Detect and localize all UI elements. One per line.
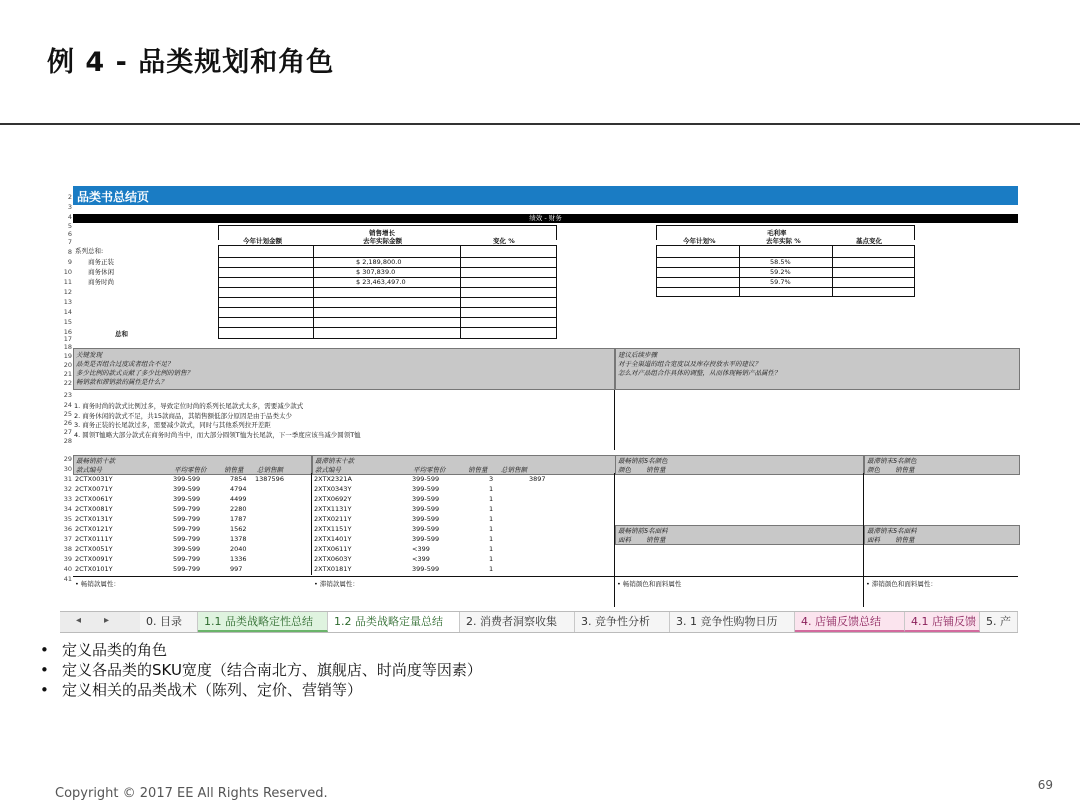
sheet-header-band [73, 186, 1018, 205]
row-number: 19 [63, 352, 72, 360]
col-sales-qty: 销售量 [895, 466, 915, 474]
series-name: 商务正装 [88, 258, 114, 266]
next-sheet-icon[interactable]: ▸ [104, 615, 110, 626]
bullet-list [40, 640, 482, 700]
divider [863, 473, 864, 607]
worst-fabric-title: 最滞销末5名面料 [867, 527, 917, 535]
row-number: 12 [63, 288, 72, 296]
col-color: 颜色 [867, 466, 880, 474]
row-number: 9 [67, 258, 72, 266]
row-number: 29 [63, 455, 72, 463]
bottom-sellers-header [312, 455, 616, 475]
cell-qty: 1 [489, 535, 494, 543]
best-colors-header [615, 455, 864, 475]
cell-sku: 2CTX0031Y [75, 475, 113, 483]
cell-price: 399-599 [173, 475, 201, 483]
cell-qty: 1336 [230, 555, 247, 563]
finding-line: 2. 商务休闲的款式不足，共15款商品，其销售额低部分原因是由于品类太少 [74, 411, 293, 420]
row-number: 7 [67, 238, 72, 246]
suggestions-title: 建议后续步骤 [618, 351, 657, 359]
suggestion-item: 对于全渠道的组合宽度以及库存投放水平的建议？ [618, 360, 761, 368]
tab-sheet[interactable]: 1.2 品类战略定量总结 [328, 612, 460, 632]
cell-qty: 1378 [230, 535, 247, 543]
cell-qty: 3 [489, 475, 494, 483]
series-name: 商务休闲 [88, 268, 114, 276]
cell-sku: 2CTX0091Y [75, 555, 113, 563]
worst-colors-title: 最滞销末5名颜色 [867, 457, 917, 465]
col-plan-pct: 今年计划% [683, 237, 716, 245]
finding-line: 4. 圆领T恤略大部分款式在商务时尚当中，而大部分圆领T恤为长尾款，下一季度应该当减少圆领T恤 [74, 430, 361, 439]
cell-qty: 1 [489, 525, 494, 533]
copyright-footer: Copyright © 2017 EE All Rights Reserved. [55, 786, 328, 801]
row-number: 23 [63, 391, 72, 399]
cell-sku: 2XTX0603Y [314, 555, 352, 563]
top-sellers-title: 最畅销前十款 [76, 457, 115, 465]
col-sales-qty: 销售量 [646, 536, 666, 544]
cell-sku: 2CTX0051Y [75, 545, 113, 553]
col-plan-amount: 今年计划金额 [243, 237, 282, 245]
sales-value: $ 23,463,497.0 [356, 278, 406, 286]
row-number: 26 [63, 419, 72, 427]
cell-qty: 1787 [230, 515, 247, 523]
cell-total: 1387596 [255, 475, 284, 483]
margin-value: 59.7% [770, 278, 791, 286]
cell-sku: 2XTX0211Y [314, 515, 352, 523]
row-number: 39 [63, 555, 72, 563]
suggestions-box [615, 348, 1020, 390]
cell-sku: 2XTX0611Y [314, 545, 352, 553]
sheet-tab-bar [60, 611, 1018, 633]
cell-price: 399-599 [412, 485, 440, 493]
cell-qty: 1562 [230, 525, 247, 533]
cell-price: <399 [412, 555, 430, 563]
tab-sheet[interactable]: 2. 消费者洞察收集 [460, 612, 575, 632]
margin-value: 59.2% [770, 268, 791, 276]
row-number: 36 [63, 525, 72, 533]
cell-price: 599-799 [173, 505, 201, 513]
col-last-actual-amount: 去年实际金额 [363, 237, 402, 245]
cell-sku: 2XTX1151Y [314, 525, 352, 533]
tab-sheet[interactable]: 4. 店铺反馈总结 [795, 612, 905, 632]
cell-price: 399-599 [412, 565, 440, 573]
row-number: 41 [63, 575, 72, 583]
col-change-pct: 变化 % [493, 237, 515, 245]
sheet-header-title: 品类书总结页 [77, 190, 150, 204]
cell-sku: 2CTX0061Y [75, 495, 113, 503]
row-number: 15 [63, 318, 72, 326]
tab-sheet[interactable]: 1.1 品类战略定性总结 [198, 612, 328, 632]
divider [614, 390, 615, 450]
key-finding-item: 品类是否组合过度或者组合不足？ [76, 360, 174, 368]
cell-qty: 997 [230, 565, 243, 573]
row-number: 2 [67, 193, 72, 201]
cell-price: <399 [412, 545, 430, 553]
sales-value: $ 307,839.0 [356, 268, 396, 276]
col-style-no: 款式编号 [76, 466, 102, 474]
row-number: 13 [63, 298, 72, 306]
col-total-sales: 总销售额 [501, 466, 527, 474]
row-number: 4 [67, 213, 72, 221]
row-number: 34 [63, 505, 72, 513]
cell-qty: 2280 [230, 505, 247, 513]
cell-qty: 1 [489, 515, 494, 523]
cell-sku: 2XTX0692Y [314, 495, 352, 503]
row-number: 32 [63, 485, 72, 493]
col-basis-change: 基点变化 [856, 237, 882, 245]
cell-qty: 1 [489, 505, 494, 513]
worst-colors-header [864, 455, 1020, 475]
row-number: 10 [63, 268, 72, 276]
row-number: 6 [67, 230, 72, 238]
divider [614, 473, 615, 607]
cell-price: 399-599 [412, 505, 440, 513]
tab-sheet[interactable]: 0. 目录 [140, 612, 198, 632]
col-sales-qty: 销售量 [895, 536, 915, 544]
col-avg-retail: 平均零售价 [174, 466, 207, 474]
row-number: 18 [63, 343, 72, 351]
divider [311, 473, 312, 575]
cell-price: 399-599 [173, 485, 201, 493]
col-total-sales: 总销售额 [257, 466, 283, 474]
cell-sku: 2XTX0343Y [314, 485, 352, 493]
row-number: 28 [63, 437, 72, 445]
worst-attr-label: • 滞销款属性： [314, 580, 359, 588]
row-number: 17 [63, 335, 72, 343]
cell-qty: 4499 [230, 495, 247, 503]
best-attr-label: • 畅销款属性： [75, 580, 120, 588]
slide-title: 例 4 - 品类规划和角色 [47, 47, 335, 78]
col-sales-qty: 销售量 [224, 466, 244, 474]
cell-sku: 2XTX1131Y [314, 505, 352, 513]
sales-growth-label: 销售增长 [369, 229, 395, 237]
cell-price: 599-799 [173, 535, 201, 543]
row-number: 21 [63, 370, 72, 378]
key-finding-item: 畅销款和滞销款的属性是什么？ [76, 378, 167, 386]
series-total-label: 系列总和: [75, 247, 104, 255]
cell-sku: 2CTX0121Y [75, 525, 113, 533]
row-number: 8 [67, 248, 72, 256]
row-number: 16 [63, 328, 72, 336]
row-number: 31 [63, 475, 72, 483]
tab-sheet[interactable]: 5. 产 [980, 612, 1018, 632]
col-last-actual-pct: 去年实际 % [766, 237, 801, 245]
title-divider [0, 123, 1080, 125]
bullet-item: • 定义各品类的SKU宽度（结合南北方、旗舰店、时尚度等因素） [40, 660, 482, 680]
cell-sku: 2CTX0081Y [75, 505, 113, 513]
cell-sku: 2XTX2321A [314, 475, 352, 483]
cell-qty: 1 [489, 485, 494, 493]
col-avg-retail: 平均零售价 [413, 466, 446, 474]
row-number: 25 [63, 410, 72, 418]
cell-price: 599-799 [173, 525, 201, 533]
col-style-no: 款式编号 [315, 466, 341, 474]
row-number: 30 [63, 465, 72, 473]
prev-sheet-icon[interactable]: ◂ [76, 615, 82, 626]
worst-fabric-header [864, 525, 1020, 545]
cell-price: 599-799 [173, 555, 201, 563]
cell-qty: 7854 [230, 475, 247, 483]
findings-list [74, 402, 361, 440]
cell-price: 399-599 [412, 495, 440, 503]
perf-finance-bar: 绩效 - 财务 [73, 214, 1018, 223]
cell-sku: 2CTX0111Y [75, 535, 113, 543]
spreadsheet [60, 183, 1018, 633]
top-sellers-header [73, 455, 312, 475]
tab-sheet[interactable]: 3. 1 竞争性购物日历 [670, 612, 795, 632]
best-color-fabric-attr: • 畅销颜色和面料属性 [617, 580, 682, 588]
row-number: 11 [63, 278, 72, 286]
row-number: 40 [63, 565, 72, 573]
tab-sheet[interactable]: 3. 竞争性分析 [575, 612, 670, 632]
cell-price: 399-599 [412, 475, 440, 483]
cell-sku: 2CTX0131Y [75, 515, 113, 523]
cell-sku: 2CTX0101Y [75, 565, 113, 573]
finding-line: 3. 商务正装的长尾款过多，需要减少款式，同时与其他系列拉开差距 [74, 421, 271, 430]
col-sales-qty: 销售量 [646, 466, 666, 474]
key-findings-box [73, 348, 615, 390]
key-findings-title: 关键发现 [76, 351, 102, 359]
tab-nav [60, 612, 140, 632]
cell-qty: 4794 [230, 485, 247, 493]
row-number: 3 [67, 203, 72, 211]
sales-body [218, 245, 557, 339]
cell-price: 399-599 [412, 535, 440, 543]
col-color: 颜色 [618, 466, 631, 474]
col-sales-qty: 销售量 [468, 466, 488, 474]
row-number: 22 [63, 379, 72, 387]
cell-price: 399-599 [412, 515, 440, 523]
suggestion-item: 怎么对产品组合作具体的调整，从而体现畅销产品属性？ [618, 369, 781, 377]
finding-line: 1. 商务时尚的款式比例过多，导致定位时尚的系列长尾款式太多，需要减少款式 [74, 402, 304, 410]
row-number: 38 [63, 545, 72, 553]
cell-price: 399-599 [173, 545, 201, 553]
cell-qty: 1 [489, 545, 494, 553]
best-fabric-header [615, 525, 864, 545]
cell-price: 599-799 [173, 565, 201, 573]
cell-qty: 1 [489, 555, 494, 563]
row-number: 37 [63, 535, 72, 543]
cell-sku: 2CTX0071Y [75, 485, 113, 493]
cell-price: 399-599 [412, 525, 440, 533]
row-number: 33 [63, 495, 72, 503]
gross-margin-label: 毛利率 [767, 229, 787, 237]
best-colors-title: 最畅销前5名颜色 [618, 457, 668, 465]
cell-qty: 1 [489, 495, 494, 503]
cell-sku: 2XTX0181Y [314, 565, 352, 573]
row-number: 35 [63, 515, 72, 523]
cell-sku: 2XTX1401Y [314, 535, 352, 543]
series-name: 商务时尚 [88, 278, 114, 286]
row-number: 5 [67, 222, 72, 230]
divider [73, 576, 1018, 577]
page-number: 69 [1037, 778, 1053, 792]
bullet-item: • 定义相关的品类战术（陈列、定价、营销等） [40, 680, 482, 700]
margin-body [656, 245, 915, 297]
row-number: 14 [63, 308, 72, 316]
best-fabric-title: 最畅销前5名面料 [618, 527, 668, 535]
sales-value: $ 2,189,800.0 [356, 258, 402, 266]
col-fabric: 面料 [867, 536, 880, 544]
row-number: 27 [63, 428, 72, 436]
key-finding-item: 多少比例的款式贡献了多少比例的销售？ [76, 369, 193, 377]
cell-qty: 2040 [230, 545, 247, 553]
row-number: 20 [63, 361, 72, 369]
sheet-grid [73, 183, 1018, 608]
tab-sheet[interactable]: 4.1 店铺反馈 [905, 612, 980, 632]
bottom-sellers-title: 最滞销末十款 [315, 457, 354, 465]
worst-color-fabric-attr: • 滞销颜色和面料属性： [866, 580, 937, 588]
cell-price: 599-799 [173, 515, 201, 523]
cell-price: 399-599 [173, 495, 201, 503]
cell-qty: 1 [489, 565, 494, 573]
margin-value: 58.5% [770, 258, 791, 266]
col-fabric: 面料 [618, 536, 631, 544]
bullet-item: • 定义品类的角色 [40, 640, 482, 660]
total-label: 总和 [115, 330, 128, 338]
cell-total: 3897 [529, 475, 546, 483]
row-number: 24 [63, 401, 72, 409]
